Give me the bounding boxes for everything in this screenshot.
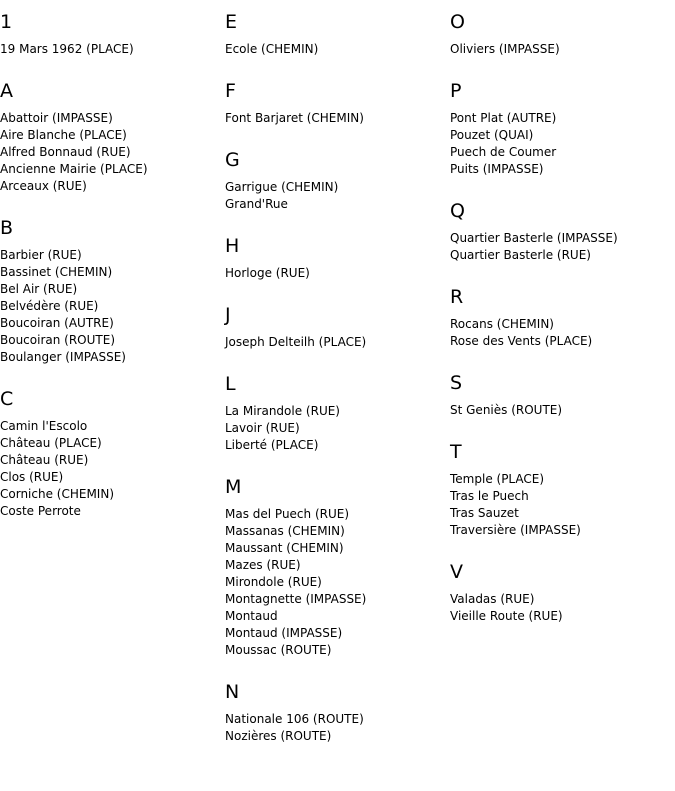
letter-group [225,476,450,659]
street-link[interactable]: Quartier Basterle (IMPASSE) [450,231,618,245]
street-link[interactable]: Massanas (CHEMIN) [225,524,345,538]
street-link[interactable]: Vieille Route (RUE) [450,609,563,623]
street-link[interactable]: La Mirandole (RUE) [225,404,340,418]
street-link[interactable]: Ancienne Mairie (PLACE) [0,162,148,176]
letter-group [450,80,675,178]
street-list [225,711,450,745]
letter-group [225,80,450,127]
letter-heading: E [225,11,238,33]
letter-group [450,372,675,419]
street-link[interactable]: Aire Blanche (PLACE) [0,128,127,142]
letter-group [0,80,225,195]
street-link[interactable]: Liberté (PLACE) [225,438,319,452]
street-link[interactable]: Maussant (CHEMIN) [225,541,344,555]
street-link[interactable]: Traversière (IMPASSE) [450,523,581,537]
street-link[interactable]: Montaud [225,609,278,623]
letter-heading: F [225,80,236,102]
street-list [0,41,225,58]
letter-group [450,200,675,264]
street-link[interactable]: Temple (PLACE) [450,472,545,486]
street-list [450,110,675,178]
street-link[interactable]: Boucoiran (AUTRE) [0,316,114,330]
street-link[interactable]: Mas del Puech (RUE) [225,507,350,521]
street-link[interactable]: Barbier (RUE) [0,248,82,262]
letter-heading: J [225,304,231,326]
street-link[interactable]: Valadas (RUE) [450,592,535,606]
street-list [225,403,450,454]
street-link[interactable]: Pont Plat (AUTRE) [450,111,557,125]
street-link[interactable]: Clos (RUE) [0,470,64,484]
street-list [450,41,675,58]
street-link[interactable]: Mirondole (RUE) [225,575,322,589]
street-link[interactable]: Rose des Vents (PLACE) [450,334,593,348]
street-link[interactable]: Puech de Coumer [450,145,557,159]
street-list [0,418,225,520]
street-link[interactable]: Arceaux (RUE) [0,179,87,193]
index-column [225,0,450,745]
letter-group [225,681,450,745]
street-link[interactable]: Moussac (ROUTE) [225,643,332,657]
letter-heading: P [450,80,462,102]
letter-heading: B [0,217,14,239]
letter-heading: L [225,373,236,395]
street-list [225,334,450,351]
letter-group [225,11,450,58]
letter-group [225,373,450,454]
street-link[interactable]: Alfred Bonnaud (RUE) [0,145,131,159]
letter-heading: M [225,476,242,498]
street-link[interactable]: Corniche (CHEMIN) [0,487,114,501]
letter-group [0,11,225,58]
street-link[interactable]: Boucoiran (ROUTE) [0,333,116,347]
street-link[interactable]: Lavoir (RUE) [225,421,300,435]
letter-heading: N [225,681,240,703]
street-link[interactable]: Ecole (CHEMIN) [225,42,319,56]
street-link[interactable]: Horloge (RUE) [225,266,310,280]
street-link[interactable]: Tras Sauzet [450,506,519,520]
letter-group [0,388,225,520]
street-link[interactable]: Rocans (CHEMIN) [450,317,554,331]
letter-heading: R [450,286,464,308]
letter-group [450,441,675,539]
letter-group [225,304,450,351]
street-link[interactable]: Puits (IMPASSE) [450,162,544,176]
street-list [225,506,450,659]
street-list [225,110,450,127]
street-link[interactable]: Joseph Delteilh (PLACE) [225,335,367,349]
street-link[interactable]: Bassinet (CHEMIN) [0,265,113,279]
street-list [225,179,450,213]
street-list [450,591,675,625]
street-link[interactable]: Montaud (IMPASSE) [225,626,343,640]
index-column [0,0,225,520]
street-link[interactable]: Font Barjaret (CHEMIN) [225,111,364,125]
letter-heading: T [450,441,462,463]
street-link[interactable]: Château (PLACE) [0,436,102,450]
street-link[interactable]: Nozières (ROUTE) [225,729,332,743]
street-link[interactable]: Oliviers (IMPASSE) [450,42,560,56]
letter-group [0,217,225,366]
letter-group [450,286,675,350]
index-column [450,0,675,625]
street-link[interactable]: Nationale 106 (ROUTE) [225,712,364,726]
letter-heading: 1 [0,11,13,33]
street-link[interactable]: St Geniès (ROUTE) [450,403,563,417]
street-link[interactable]: 19 Mars 1962 (PLACE) [0,42,134,56]
letter-group [225,235,450,282]
street-link[interactable]: Mazes (RUE) [225,558,301,572]
street-list [450,316,675,350]
street-link[interactable]: Camin l'Escolo [0,419,88,433]
street-link[interactable]: Coste Perrote [0,504,81,518]
street-link[interactable]: Bel Air (RUE) [0,282,78,296]
letter-heading: Q [450,200,465,222]
street-link[interactable]: Belvédère (RUE) [0,299,99,313]
letter-group [225,149,450,213]
street-link[interactable]: Garrigue (CHEMIN) [225,180,339,194]
street-list [450,230,675,264]
street-link[interactable]: Grand'Rue [225,197,288,211]
street-link[interactable]: Tras le Puech [450,489,529,503]
letter-heading: H [225,235,240,257]
letter-heading: S [450,372,463,394]
street-link[interactable]: Château (RUE) [0,453,89,467]
street-link[interactable]: Boulanger (IMPASSE) [0,350,126,364]
street-list [0,247,225,366]
letter-group [450,561,675,625]
letter-heading: G [225,149,240,171]
street-list [450,402,675,419]
street-list [0,110,225,195]
street-list [225,41,450,58]
street-link[interactable]: Montagnette (IMPASSE) [225,592,367,606]
street-list [450,471,675,539]
letter-heading: C [0,388,14,410]
street-link[interactable]: Abattoir (IMPASSE) [0,111,113,125]
street-link[interactable]: Quartier Basterle (RUE) [450,248,591,262]
street-list [225,265,450,282]
letter-heading: A [0,80,13,102]
letter-group [450,11,675,58]
letter-heading: V [450,561,463,583]
street-link[interactable]: Pouzet (QUAI) [450,128,534,142]
letter-heading: O [450,11,465,33]
